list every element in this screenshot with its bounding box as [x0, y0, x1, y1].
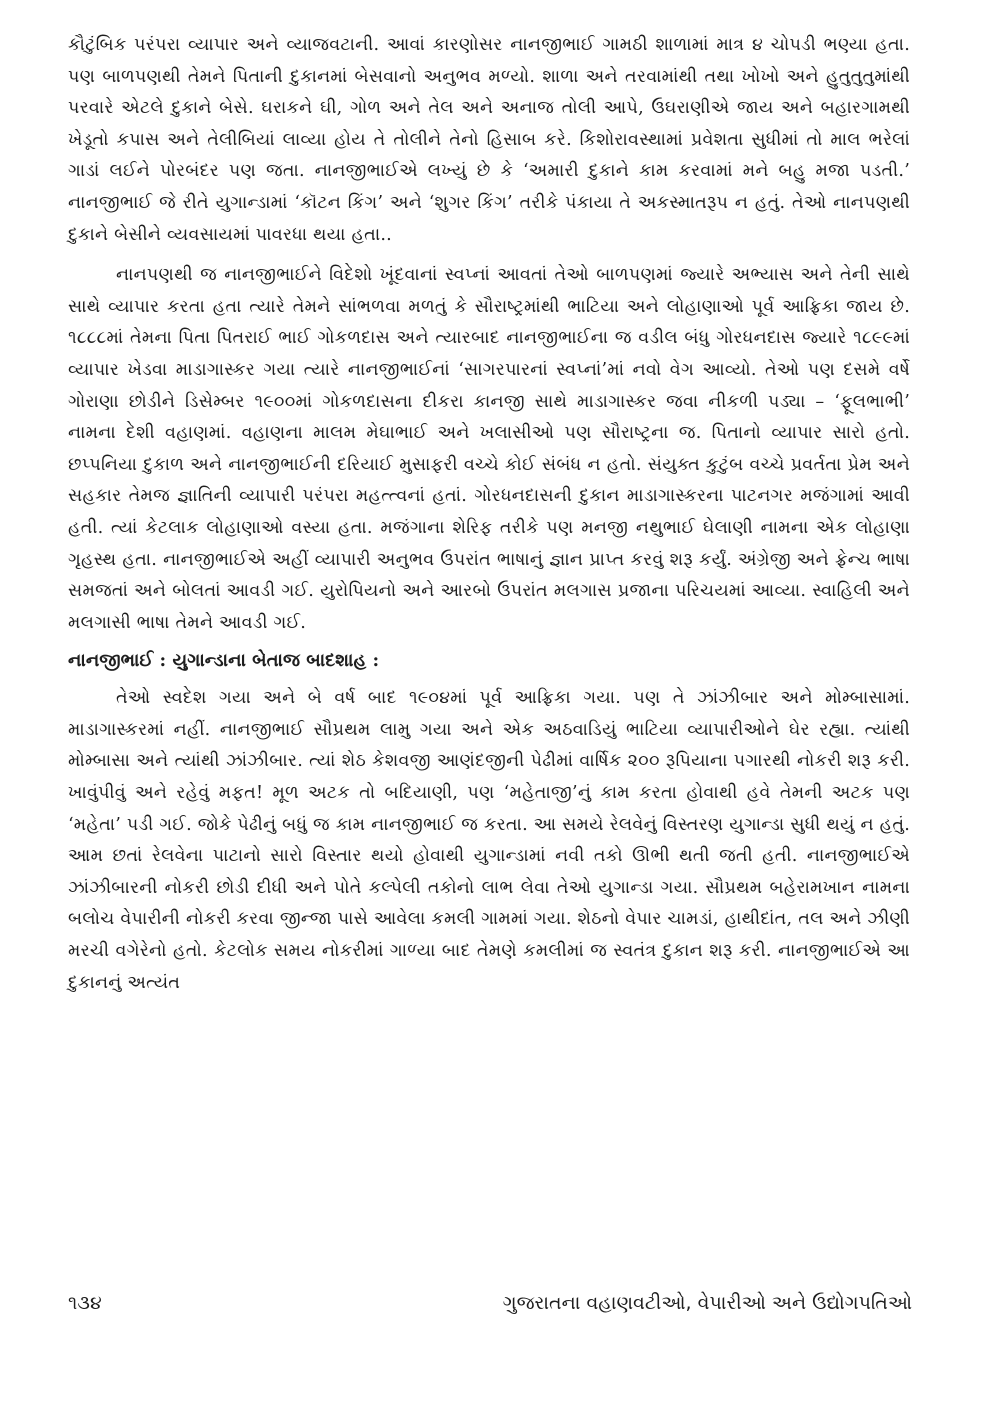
section-heading: નાનજીભાઈ : યુગાન્ડાના બેતાજ બાદશાહ : [68, 650, 380, 672]
paragraph-3: તેઓ સ્વદેશ ગયા અને બે વર્ષ બાદ ૧૯૦૪માં પૂર્વ આફ્રિકા ગયા. પણ તે ઝાંઝીબાર અને મોમ્બાસામાં. માડાગાસ્કરમાં નહીં. નાનજીભાઈ સૌપ્રથમ લામુ ગયા અને એક અઠવાડિયું ભાટિયા વ્યાપારીઓને ઘેર રહ્યા. ત્યાંથી મોમ્બાસા અને ત્યાંથી ઝાંઝીબાર. ત્યાં શેઠ કેશવજી આણંદજીની પેઢીમાં વાર્ષિક ૨૦૦ રૂપિયાના પગારથી નોકરી શરૂ કરી. ખાવુંપીવું અને રહેવું મફત! મૂળ અટક તો બદિયાણી, પણ ‘મહેતાજી’નું કામ કરતા હોવાથી હવે તેમની અટક પણ ‘મહેતા’ પડી ગઈ. જોકે પેઢીનું બધું જ કામ નાનજીભાઈ જ કરતા. આ સમયે રેલવેનું વિસ્તરણ યુગાન્ડા સુધી થયું ન હતું. આમ છતાં રેલવેના પાટાનો સારો વિસ્તાર થયો હોવાથી યુગાન્ડામાં નવી તકો ઊભી થતી જતી હતી. નાનજીભાઈએ ઝાંઝીબારની નોકરી છોડી દીધી અને પોતે કલ્પેલી તકોનો લાભ લેવા તેઓ યુગાન્ડા ગયા. સૌપ્રથમ બહેરામખાન નામના બલોચ વેપારીની નોકરી કરવા જીન્જા પાસે આવેલા કમલી ગામમાં ગયા. શેઠનો વેપાર ચામડાં, હાથીદાંત, તલ અને ઝીણી મરચી વગેરેનો હતો. કેટલોક સમય નોકરીમાં ગાળ્યા બાદ તેમણે કમલીમાં જ સ્વતંત્ર દુકાન શરૂ કરી. નાનજીભાઈએ આ દુકાનનું અત્યંત [68, 688, 910, 993]
paragraph-2: નાનપણથી જ નાનજીભાઈને વિદેશો ખૂંદવાનાં સ્વપ્નાં આવતાં તેઓ બાળપણમાં જ્યારે અભ્યાસ અને તેની સાથે સાથે વ્યાપાર કરતા હતા ત્યારે તેમને સાંભળવા મળતું કે સૌરાષ્ટ્રમાંથી ભાટિયા અને લોહાણાઓ પૂર્વ આફ્રિકા જાય છે. ૧૮૮૮માં તેમના પિતા પિતરાઈ ભાઈ ગોકળદાસ અને ત્યારબાદ નાનજીભાઈના જ વડીલ બંધુ ગોરધનદાસ જ્યારે ૧૮૯૯માં વ્યાપાર ખેડવા માડાગાસ્કર ગયા ત્યારે નાનજીભાઈનાં ‘સાગરપારનાં સ્વપ્નાં’માં નવો વેગ આવ્યો. તેઓ પણ દસમે વર્ષે ગોરાણા છોડીને ડિસેમ્બર ૧૯૦૦માં ગોકળદાસના દીકરા કાનજી સાથે માડાગાસ્કર જવા નીકળી પડ્યા – ‘ફૂલભાભી’ નામના દેશી વહાણમાં. વહાણના માલમ મેઘાભાઈ અને ખલાસીઓ પણ સૌરાષ્ટ્રના જ. પિતાનો વ્યાપાર સારો હતો. છપ્પનિયા દુકાળ અને નાનજીભાઈની દરિયાઈ મુસાફરી વચ્ચે કોઈ સંબંધ ન હતો. સંયુક્ત કુટુંબ વચ્ચે પ્રવર્તતા પ્રેમ અને સહકાર તેમજ જ્ઞાતિની વ્યાપારી પરંપરા મહત્ત્વનાં હતાં. ગોરધનદાસની દુકાન માડાગાસ્કરના પાટનગર મજંગામાં આવી હતી. ત્યાં કેટલાક લોહાણાઓ વસ્યા હતા. મજંગાના શેરિફ તરીકે પણ મનજી નથુભાઈ ઘેલાણી નામના એક લોહાણા ગૃહસ્થ હતા. નાનજીભાઈએ અહીં વ્યાપારી અનુભવ ઉપરાંત ભાષાનું જ્ઞાન પ્રાપ્ત કરવું શરૂ કર્યું. અંગ્રેજી અને ફ્રેન્ચ ભાષા સમજતાં અને બોલતાં આવડી ગઈ. યુરોપિયનો અને આરબો ઉપરાંત મલગાસ પ્રજાના પરિચયમાં આવ્યા. સ્વાહિલી અને મલગાસી ભાષા તેમને આવડી ગઈ. [68, 265, 910, 633]
paragraph-1: કૌટુંબિક પરંપરા વ્યાપાર અને વ્યાજવટાની. આવાં કારણોસર નાનજીભાઈ ગામઠી શાળામાં માત્ર ૪ ચોપડી ભણ્યા હતા. પણ બાળપણથી તેમને પિતાની દુકાનમાં બેસવાનો અનુભવ મળ્યો. શાળા અને તરવામાંથી તથા ખોખો અને હુતુતુતુમાંથી પરવારે એટલે દુકાને બેસે. ઘરાકને ઘી, ગોળ અને તેલ અને અનાજ તોલી આપે, ઉઘરાણીએ જાય અને બહારગામથી ખેડૂતો કપાસ અને તેલીબિયાં લાવ્યા હોય તે તોલીને તેનો હિસાબ કરે. કિશોરાવસ્થામાં પ્રવેશતા સુધીમાં તો માલ ભરેલાં ગાડાં લઈને પોરબંદર પણ જતા. નાનજીભાઈએ લખ્યું છે કે ‘અમારી દુકાને કામ કરવામાં મને બહુ મજા પડતી.’ નાનજીભાઈ જે રીતે યુગાન્ડામાં ‘કૉટન કિંગ’ અને ‘શુગર કિંગ’ તરીકે પંકાયા તે અકસ્માતરૂપ ન હતું. તેઓ નાનપણથી દુકાને બેસીને વ્યવસાયમાં પાવરધા થયા હતા.. [68, 35, 910, 245]
page-body [68, 30, 910, 999]
running-footer-title: ગુજરાતના વહાણવટીઓ, વેપારીઓ અને ઉદ્યોગપતિઓ [502, 1292, 912, 1314]
page-number: ૧૩૪ [68, 1292, 102, 1314]
page-footer [68, 1292, 912, 1314]
